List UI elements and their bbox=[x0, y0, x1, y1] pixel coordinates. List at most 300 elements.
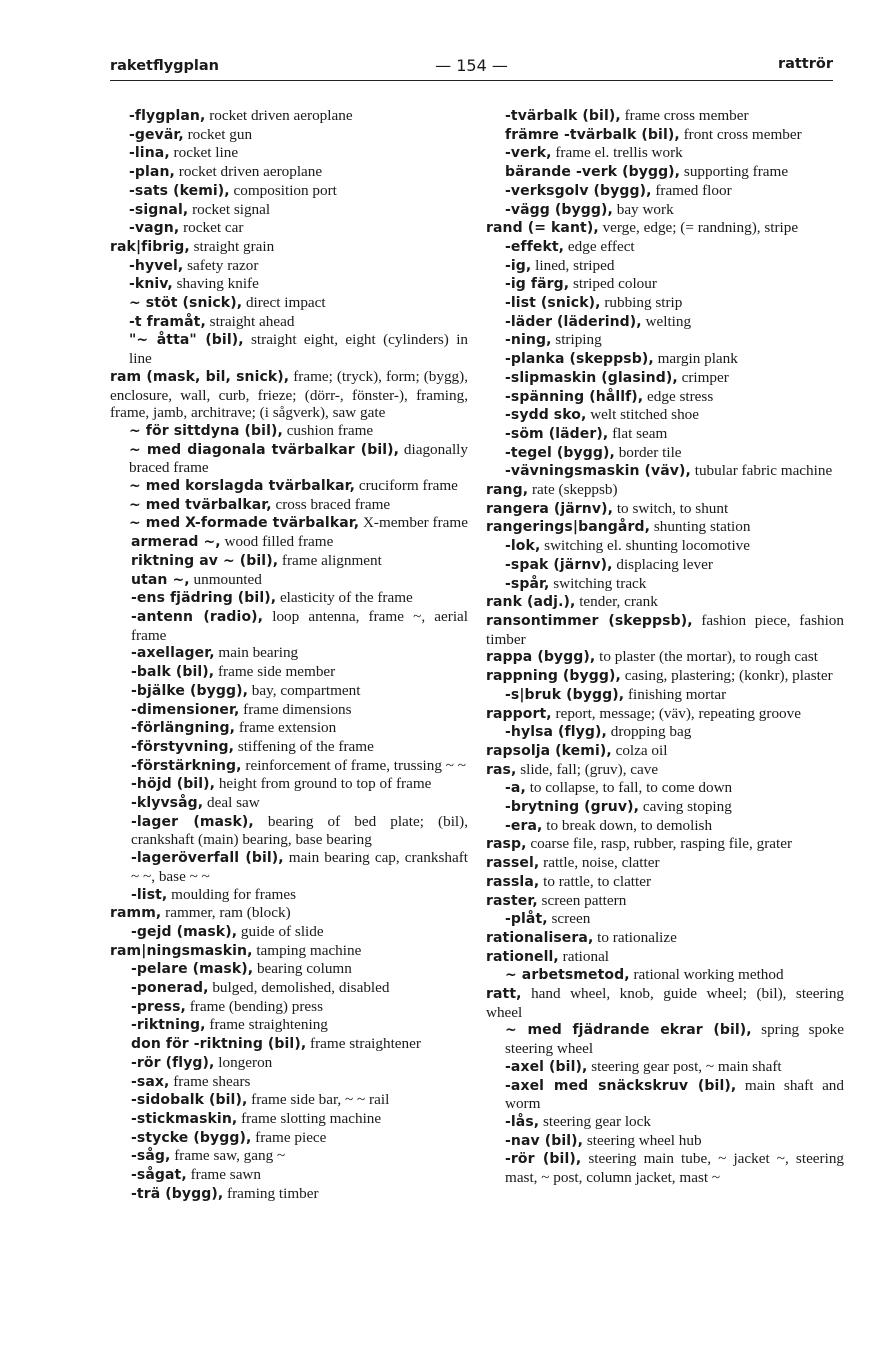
dictionary-entry bbox=[110, 331, 468, 367]
dictionary-entry bbox=[486, 612, 844, 648]
entry-definition: to plaster (the mortar), to rough cast bbox=[599, 648, 819, 666]
entry-definition: frame piece bbox=[255, 1128, 327, 1146]
entry-definition: rate (skeppsb) bbox=[531, 481, 618, 499]
entry-headword: ~ med diagonala tvärbalkar (bil), bbox=[129, 441, 400, 458]
entry-headword: -stycke (bygg), bbox=[131, 1129, 252, 1146]
entry-headword: -förstärkning, bbox=[131, 757, 242, 774]
entry-headword: -spak (järnv), bbox=[505, 556, 613, 573]
entry-definition: unmounted bbox=[193, 570, 262, 588]
entry-headword: -axel med snäckskruv (bil), bbox=[505, 1077, 737, 1094]
entry-headword: -ning, bbox=[505, 332, 552, 349]
entry-headword: -riktning, bbox=[131, 1017, 206, 1034]
dictionary-entry bbox=[110, 794, 468, 813]
entry-headword: rand (= kant), bbox=[486, 220, 599, 237]
entry-definition: cushion frame bbox=[286, 421, 374, 439]
entry-definition: X-member frame bbox=[362, 514, 468, 532]
dictionary-entry bbox=[110, 182, 468, 201]
right-column bbox=[486, 107, 844, 1187]
header-left-guideword: raketflygplan bbox=[110, 58, 219, 74]
entry-definition: composition port bbox=[233, 181, 337, 199]
entry-definition: screen pattern bbox=[541, 891, 627, 909]
entry-definition: bulged, demolished, disabled bbox=[212, 979, 390, 997]
entry-headword: -a, bbox=[505, 780, 526, 797]
entry-headword: ~ arbetsmetod, bbox=[505, 967, 630, 984]
entry-headword: -höjd (bil), bbox=[131, 776, 216, 793]
dictionary-entry bbox=[486, 1113, 844, 1132]
entry-definition: framing timber bbox=[227, 1184, 319, 1202]
dictionary-entry bbox=[486, 779, 844, 798]
entry-headword: rationell, bbox=[486, 948, 559, 965]
entry-definition: frame alignment bbox=[281, 551, 382, 569]
entry-headword: -rör (bil), bbox=[505, 1151, 582, 1168]
entry-headword: -axel (bil), bbox=[505, 1058, 588, 1075]
entry-definition: cruciform frame bbox=[358, 477, 458, 495]
entry-definition: frame dimensions bbox=[243, 700, 352, 718]
entry-definition: colza oil bbox=[615, 741, 668, 759]
dictionary-entry bbox=[486, 518, 844, 537]
entry-definition: spring spoke steering wheel bbox=[505, 1021, 845, 1058]
entry-definition: casing, plastering; (konkr), plaster bbox=[624, 667, 833, 685]
dictionary-entry bbox=[110, 757, 468, 776]
entry-headword: -hylsa (flyg), bbox=[505, 724, 607, 741]
entry-definition: rocket car bbox=[183, 219, 244, 237]
entry-headword: ~ med korslagda tvärbalkar, bbox=[129, 478, 356, 495]
dictionary-entry bbox=[110, 441, 468, 477]
page-number: — 154 — bbox=[435, 56, 508, 75]
entry-definition: border tile bbox=[618, 443, 682, 461]
entry-headword: -vägg (bygg), bbox=[505, 201, 613, 218]
entry-definition: displacing lever bbox=[616, 555, 713, 573]
page-header bbox=[110, 54, 833, 81]
entry-headword: -t framåt, bbox=[129, 313, 206, 330]
entry-headword: ratt, bbox=[486, 986, 522, 1003]
entry-headword: -axellager, bbox=[131, 645, 215, 662]
entry-definition: bay, compartment bbox=[251, 681, 361, 699]
entry-definition: to break down, to demolish bbox=[546, 816, 713, 834]
entry-headword: -lager (mask), bbox=[131, 813, 254, 830]
dictionary-entry bbox=[110, 144, 468, 163]
entry-definition: slide, fall; (gruv), cave bbox=[520, 760, 659, 778]
dictionary-entry bbox=[486, 1150, 844, 1186]
entry-headword: främre -tvärbalk (bil), bbox=[505, 126, 680, 143]
dictionary-entry bbox=[486, 444, 844, 463]
dictionary-entry bbox=[110, 960, 468, 979]
entry-definition: wood filled frame bbox=[224, 533, 334, 551]
dictionary-entry bbox=[486, 462, 844, 481]
entry-headword: -spänning (hållf), bbox=[505, 388, 644, 405]
entry-definition: straight eight, eight (cylinders) in line bbox=[129, 331, 469, 368]
entry-definition: main bearing bbox=[218, 644, 299, 662]
entry-definition: rational bbox=[562, 947, 610, 965]
entry-headword: rapport, bbox=[486, 705, 552, 722]
entry-headword: don för -riktning (bil), bbox=[131, 1036, 307, 1053]
entry-headword: rangera (järnv), bbox=[486, 500, 614, 517]
entry-headword: -trä (bygg), bbox=[131, 1185, 224, 1202]
dictionary-entry bbox=[486, 219, 844, 238]
entry-headword: rank (adj.), bbox=[486, 594, 576, 611]
entry-definition: hand wheel, knob, guide wheel; (bil), steering wheel bbox=[486, 985, 845, 1021]
dictionary-entry bbox=[110, 368, 468, 422]
entry-headword: ram (mask, bil, snick), bbox=[110, 368, 290, 385]
entry-definition: report, message; (väv), repeating groove bbox=[555, 704, 801, 722]
entry-headword: ransontimmer (skeppsb), bbox=[486, 612, 693, 629]
dictionary-entry bbox=[110, 1129, 468, 1148]
entry-headword: ~ med fjädrande ekrar (bil), bbox=[505, 1022, 752, 1039]
entry-headword: -antenn (radio), bbox=[131, 608, 264, 625]
entry-definition: to collapse, to fall, to come down bbox=[529, 779, 733, 797]
dictionary-entry bbox=[110, 904, 468, 923]
entry-headword: rassel, bbox=[486, 855, 540, 872]
entry-definition: tender, crank bbox=[579, 593, 658, 611]
entry-definition: welting bbox=[645, 312, 692, 330]
entry-definition: switching el. shunting locomotive bbox=[544, 537, 751, 555]
dictionary-entry bbox=[486, 257, 844, 276]
dictionary-entry bbox=[486, 201, 844, 220]
entry-definition: safety razor bbox=[187, 256, 259, 274]
entry-definition: steering gear lock bbox=[543, 1112, 651, 1130]
dictionary-entry bbox=[486, 667, 844, 686]
entry-definition: guide of slide bbox=[240, 922, 324, 940]
entry-definition: supporting frame bbox=[683, 163, 789, 181]
dictionary-entry bbox=[110, 923, 468, 942]
entry-definition: frame slotting machine bbox=[241, 1109, 382, 1127]
dictionary-entry bbox=[110, 422, 468, 441]
dictionary-entry bbox=[110, 496, 468, 515]
entry-definition: rocket gun bbox=[187, 125, 253, 143]
entry-headword: -gejd (mask), bbox=[131, 923, 238, 940]
entry-definition: main bearing cap, crankshaft ~ ~, base ~ ~ bbox=[131, 849, 469, 885]
entry-headword: rappning (bygg), bbox=[486, 668, 621, 685]
entry-headword: -sydd sko, bbox=[505, 407, 587, 424]
entry-definition: rocket signal bbox=[192, 200, 271, 218]
entry-definition: dropping bag bbox=[610, 723, 692, 741]
dictionary-entry bbox=[110, 201, 468, 220]
entry-headword: -sats (kemi), bbox=[129, 182, 230, 199]
entry-headword: -verk, bbox=[505, 145, 552, 162]
dictionary-entry bbox=[486, 369, 844, 388]
dictionary-entry bbox=[110, 126, 468, 145]
entry-headword: -såg, bbox=[131, 1148, 171, 1165]
entry-definition: framed floor bbox=[655, 181, 732, 199]
entry-headword: -balk (bil), bbox=[131, 664, 215, 681]
entry-headword: -spår, bbox=[505, 575, 550, 592]
entry-definition: main shaft and worm bbox=[505, 1076, 844, 1113]
entry-headword: -kniv, bbox=[129, 276, 173, 293]
entry-headword: -planka (skeppsb), bbox=[505, 351, 654, 368]
dictionary-entry bbox=[110, 1110, 468, 1129]
entry-definition: shunting station bbox=[653, 518, 751, 536]
entry-definition: frame cross member bbox=[624, 107, 749, 124]
dictionary-entry bbox=[486, 575, 844, 594]
dictionary-entry bbox=[486, 500, 844, 519]
dictionary-entry bbox=[110, 886, 468, 905]
entry-headword: -nav (bil), bbox=[505, 1132, 584, 1149]
entry-headword: rationalisera, bbox=[486, 929, 594, 946]
dictionary-entry bbox=[110, 163, 468, 182]
dictionary-entry bbox=[486, 723, 844, 742]
entry-headword: bärande -verk (bygg), bbox=[505, 164, 681, 181]
entry-headword: -stickmaskin, bbox=[131, 1110, 238, 1127]
entry-headword: "~ åtta" (bil), bbox=[129, 332, 244, 349]
dictionary-entry bbox=[486, 275, 844, 294]
dictionary-entry bbox=[110, 1073, 468, 1092]
entry-headword: -s|bruk (bygg), bbox=[505, 686, 625, 703]
dictionary-entry bbox=[486, 892, 844, 911]
entry-definition: finishing mortar bbox=[627, 685, 727, 703]
entry-headword: -sågat, bbox=[131, 1167, 187, 1184]
entry-headword: -lås, bbox=[505, 1113, 540, 1130]
entry-headword: -lok, bbox=[505, 538, 541, 555]
dictionary-entry bbox=[486, 929, 844, 948]
entry-definition: rocket driven aeroplane bbox=[209, 107, 353, 124]
dictionary-entry bbox=[110, 219, 468, 238]
entry-headword: -gevär, bbox=[129, 126, 184, 143]
entry-headword: -förstyvning, bbox=[131, 738, 235, 755]
dictionary-entry bbox=[486, 182, 844, 201]
entry-definition: frame sawn bbox=[190, 1166, 261, 1184]
entry-definition: steering wheel hub bbox=[586, 1131, 702, 1149]
entry-definition: lined, striped bbox=[535, 256, 615, 274]
entry-definition: rational working method bbox=[633, 966, 784, 984]
dictionary-entry bbox=[486, 331, 844, 350]
entry-headword: -brytning (gruv), bbox=[505, 799, 640, 816]
entry-definition: tubular fabric machine bbox=[694, 462, 833, 480]
dictionary-entry bbox=[486, 388, 844, 407]
entry-headword: -bjälke (bygg), bbox=[131, 682, 248, 699]
dictionary-entry bbox=[110, 998, 468, 1017]
entry-definition: deal saw bbox=[207, 794, 260, 812]
entry-definition: frame (bending) press bbox=[189, 997, 323, 1015]
entry-definition: cross braced frame bbox=[275, 495, 391, 513]
entry-definition: steering gear post, ~ main shaft bbox=[591, 1057, 782, 1075]
entry-headword: -hyvel, bbox=[129, 257, 184, 274]
dictionary-entry bbox=[486, 854, 844, 873]
dictionary-entry bbox=[110, 1091, 468, 1110]
entry-definition: frame straightening bbox=[209, 1016, 328, 1034]
dictionary-entry bbox=[486, 1058, 844, 1077]
header-right-guideword: rattrör bbox=[777, 56, 833, 72]
entry-headword: rak|fibrig, bbox=[110, 238, 190, 255]
dictionary-entry bbox=[110, 1054, 468, 1073]
entry-definition: rocket line bbox=[173, 144, 239, 162]
dictionary-entry bbox=[110, 107, 468, 126]
dictionary-entry bbox=[486, 425, 844, 444]
dictionary-entry bbox=[110, 738, 468, 757]
dictionary-entry bbox=[486, 556, 844, 575]
dictionary-entry bbox=[486, 798, 844, 817]
entry-definition: to switch, to shunt bbox=[616, 499, 729, 517]
dictionary-entry bbox=[110, 238, 468, 257]
dictionary-entry bbox=[110, 477, 468, 496]
entry-headword: raster, bbox=[486, 892, 538, 909]
dictionary-entry bbox=[110, 552, 468, 571]
dictionary-entry bbox=[486, 948, 844, 967]
entry-definition: to rationalize bbox=[597, 928, 677, 946]
dictionary-entry bbox=[110, 682, 468, 701]
entry-definition: direct impact bbox=[245, 294, 326, 312]
entry-definition: margin plank bbox=[657, 350, 738, 368]
entry-definition: edge effect bbox=[567, 237, 635, 255]
entry-headword: -plåt, bbox=[505, 911, 548, 928]
entry-definition: straight ahead bbox=[209, 312, 295, 330]
entry-definition: rattle, noise, clatter bbox=[543, 854, 660, 872]
dictionary-entry bbox=[110, 294, 468, 313]
entry-headword: -list (snick), bbox=[505, 295, 601, 312]
dictionary-entry bbox=[486, 1132, 844, 1151]
entry-headword: -era, bbox=[505, 817, 543, 834]
entry-headword: -vävningsmaskin (väv), bbox=[505, 463, 691, 480]
entry-definition: striped colour bbox=[572, 275, 657, 293]
entry-definition: diagonally braced frame bbox=[129, 440, 468, 477]
entry-definition: bearing column bbox=[256, 960, 352, 978]
entry-headword: -sax, bbox=[131, 1073, 170, 1090]
entry-definition: coarse file, rasp, rubber, rasping file, grater bbox=[530, 835, 793, 853]
dictionary-entry bbox=[110, 644, 468, 663]
entry-headword: -tegel (bygg), bbox=[505, 444, 615, 461]
entry-headword: -lageröverfall (bil), bbox=[131, 850, 284, 867]
entry-definition: straight grain bbox=[193, 237, 275, 255]
dictionary-entry bbox=[486, 1021, 844, 1057]
dictionary-entry bbox=[486, 835, 844, 854]
entry-headword: -verksgolv (bygg), bbox=[505, 182, 652, 199]
dictionary-entry bbox=[110, 942, 468, 961]
entry-headword: rasp, bbox=[486, 836, 527, 853]
entry-headword: rappa (bygg), bbox=[486, 649, 596, 666]
dictionary-entry bbox=[486, 350, 844, 369]
entry-headword: -flygplan, bbox=[129, 108, 206, 124]
entry-definition: bay work bbox=[616, 200, 674, 218]
dictionary-entry bbox=[486, 686, 844, 705]
entry-definition: loop antenna, frame ~, aerial frame bbox=[131, 607, 468, 644]
dictionary-entry bbox=[486, 966, 844, 985]
entry-headword: -läder (läderind), bbox=[505, 313, 642, 330]
entry-definition: screen bbox=[551, 910, 591, 928]
entry-definition: to rattle, to clatter bbox=[543, 872, 652, 890]
entry-headword: ramm, bbox=[110, 905, 162, 922]
dictionary-entry bbox=[110, 1185, 468, 1204]
entry-definition: edge stress bbox=[647, 387, 714, 405]
dictionary-entry bbox=[486, 910, 844, 929]
entry-headword: -lina, bbox=[129, 145, 170, 162]
dictionary-entry bbox=[486, 406, 844, 425]
entry-definition: verge, edge; (= randning), stripe bbox=[602, 219, 799, 237]
entry-headword: -plan, bbox=[129, 164, 175, 181]
entry-headword: rapsolja (kemi), bbox=[486, 742, 612, 759]
entry-definition: frame straightener bbox=[310, 1035, 421, 1053]
dictionary-entry bbox=[110, 979, 468, 998]
entry-definition: frame side bar, ~ ~ rail bbox=[251, 1091, 390, 1109]
entry-headword: ~ för sittdyna (bil), bbox=[129, 422, 283, 439]
entry-headword: ~ med tvärbalkar, bbox=[129, 496, 272, 513]
entry-definition: flat seam bbox=[612, 424, 668, 442]
entry-definition: caving stoping bbox=[642, 798, 732, 816]
dictionary-entry bbox=[110, 257, 468, 276]
entry-headword: -slipmaskin (glasind), bbox=[505, 369, 678, 386]
dictionary-entry bbox=[486, 238, 844, 257]
entry-headword: -ig färg, bbox=[505, 276, 570, 293]
entry-definition: frame el. trellis work bbox=[555, 144, 683, 162]
entry-definition: front cross member bbox=[683, 125, 802, 143]
dictionary-entry bbox=[110, 313, 468, 332]
entry-headword: -rör (flyg), bbox=[131, 1054, 215, 1071]
dictionary-entry bbox=[110, 514, 468, 533]
entry-headword: rassla, bbox=[486, 873, 540, 890]
entry-definition: frame extension bbox=[238, 719, 337, 737]
entry-definition: striping bbox=[555, 331, 602, 349]
entry-definition: bearing of bed plate; (bil), crankshaft (main) bearing, base bearing bbox=[131, 812, 468, 849]
dictionary-entry bbox=[110, 1166, 468, 1185]
entry-headword: ~ stöt (snick), bbox=[129, 295, 243, 312]
entry-headword: -effekt, bbox=[505, 238, 565, 255]
entry-definition: frame saw, gang ~ bbox=[174, 1147, 286, 1165]
dictionary-entry bbox=[486, 163, 844, 182]
dictionary-entry bbox=[110, 533, 468, 552]
entry-headword: -list, bbox=[131, 886, 168, 903]
entry-definition: shaving knife bbox=[176, 275, 259, 293]
dictionary-entry bbox=[486, 593, 844, 612]
entry-headword: -signal, bbox=[129, 201, 189, 218]
entry-headword: -klyvsåg, bbox=[131, 795, 204, 812]
dictionary-entry bbox=[110, 608, 468, 644]
dictionary-entry bbox=[110, 663, 468, 682]
dictionary-entry bbox=[486, 817, 844, 836]
dictionary-entry bbox=[110, 813, 468, 849]
entry-headword: -tvärbalk (bil), bbox=[505, 108, 621, 124]
entry-headword: -ponerad, bbox=[131, 980, 209, 997]
entry-headword: rang, bbox=[486, 482, 529, 499]
entry-definition: welt stitched shoe bbox=[590, 406, 700, 424]
entry-definition: reinforcement of frame, trussing ~ ~ bbox=[245, 756, 466, 774]
dictionary-entry bbox=[486, 742, 844, 761]
dictionary-entry bbox=[486, 648, 844, 667]
entry-definition: stiffening of the frame bbox=[237, 737, 374, 755]
dictionary-entry bbox=[486, 481, 844, 500]
dictionary-entry bbox=[486, 705, 844, 724]
dictionary-entry bbox=[110, 775, 468, 794]
entry-definition: crimper bbox=[681, 368, 729, 386]
entry-headword: -press, bbox=[131, 998, 186, 1015]
dictionary-entry bbox=[486, 1077, 844, 1113]
entry-definition: rubbing strip bbox=[604, 294, 683, 312]
dictionary-entry bbox=[486, 873, 844, 892]
entry-definition: height from ground to top of frame bbox=[218, 775, 432, 793]
dictionary-entry bbox=[110, 701, 468, 720]
entry-headword: riktning av ~ (bil), bbox=[131, 552, 279, 569]
dictionary-entry bbox=[110, 1147, 468, 1166]
entry-headword: rangerings|bangård, bbox=[486, 519, 651, 536]
entry-headword: -söm (läder), bbox=[505, 425, 609, 442]
entry-headword: armerad ~, bbox=[131, 534, 221, 551]
entry-headword: -ig, bbox=[505, 257, 532, 274]
dictionary-entry bbox=[486, 144, 844, 163]
dictionary-entry bbox=[110, 849, 468, 885]
entry-headword: -pelare (mask), bbox=[131, 961, 254, 978]
entry-definition: rammer, ram (block) bbox=[165, 904, 291, 922]
dictionary-entry bbox=[110, 275, 468, 294]
left-column bbox=[110, 107, 468, 1203]
entry-headword: -förlängning, bbox=[131, 720, 236, 737]
entry-definition: fashion piece, fashion timber bbox=[486, 611, 844, 648]
entry-definition: elasticity of the frame bbox=[279, 589, 413, 607]
entry-headword: ram|ningsmaskin, bbox=[110, 942, 253, 959]
entry-headword: ras, bbox=[486, 761, 517, 778]
entry-definition: longeron bbox=[218, 1053, 273, 1071]
entry-definition: frame shears bbox=[173, 1072, 251, 1090]
dictionary-entry bbox=[486, 294, 844, 313]
entry-definition: tamping machine bbox=[256, 941, 362, 959]
dictionary-entry bbox=[486, 985, 844, 1021]
dictionary-entry bbox=[486, 761, 844, 780]
